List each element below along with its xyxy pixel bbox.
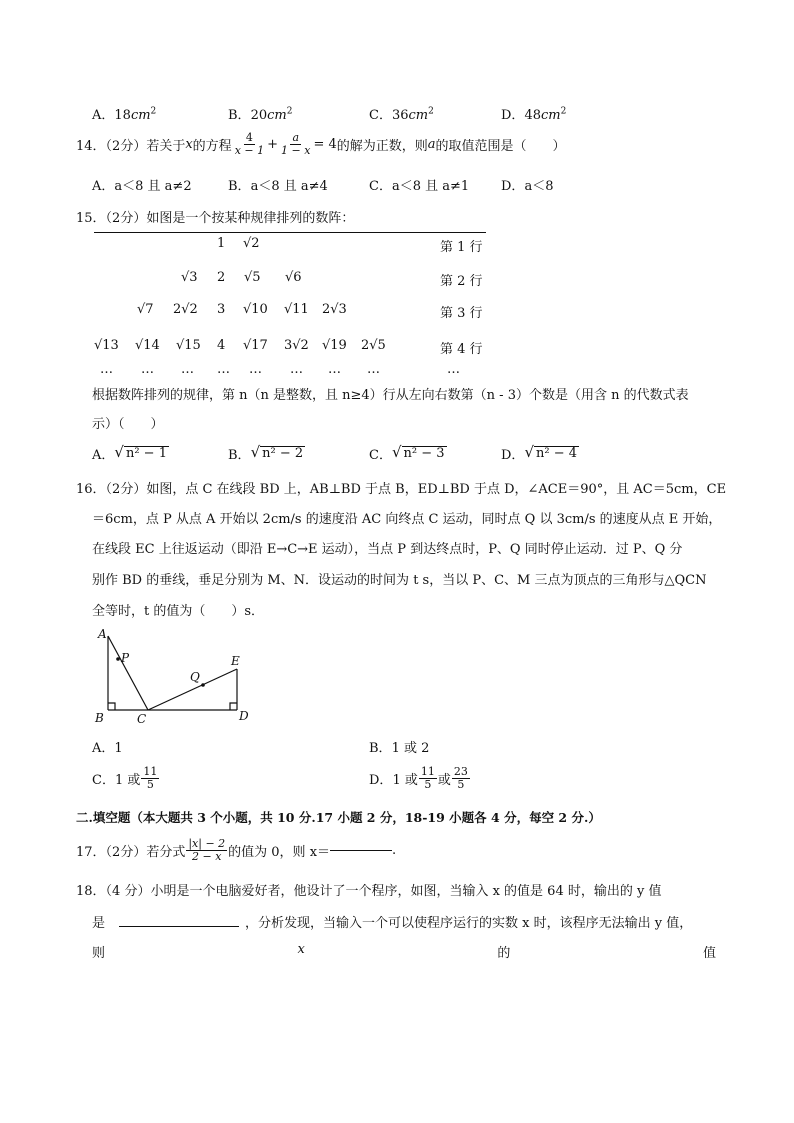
- array-cell: √15: [176, 338, 201, 353]
- right-angle-b-icon: [108, 703, 115, 710]
- array-cell: 3√2: [284, 338, 309, 353]
- q15-question-line-1: 根据数阵排列的规律，第 n（n 是整数，且 n≥4）行从左向右数第（n - 3）个数是（用含 n 的代数式表: [92, 388, 689, 403]
- array-cell: √10: [243, 302, 268, 317]
- array-cell: 1: [217, 236, 226, 251]
- array-cell: √14: [135, 338, 160, 353]
- array-dots: …: [367, 362, 380, 377]
- q14-stem: 14．（2分）若关于 x 的方程 $\frac{4}{x - 1}$ + $\frac{a}{1 - x}$ = 4 的解为正数，则 a 的取值范围是（ ）: [76, 131, 566, 157]
- section-2-title: 二.填空题（本大题共 3 个小题，共 10 分.17 小题 2 分，18-19 小题各 4 分，每空 2 分.）: [76, 810, 601, 825]
- array-dots: …: [249, 362, 262, 377]
- array-cell: √13: [94, 338, 119, 353]
- q16-stem-line-2: ＝6cm，点 P 从点 A 开始以 2cm/s 的速度沿 AC 向终点 C 运动，同时点 Q 以 3cm/s 的速度从点 E 开始，: [92, 512, 722, 527]
- array-dots: …: [100, 362, 113, 377]
- q16-stem-line-3: 在线段 EC 上往返运动（即沿 E→C→E 运动），当点 P 到达终点时，P、Q 同时停止运动．过 P、Q 分: [92, 542, 683, 557]
- q13-option-b: B．$20cm^2$: [228, 106, 293, 123]
- q15-option-c: C． √ n² − 3: [369, 443, 445, 463]
- label-b: B: [95, 711, 104, 725]
- array-cell: 4: [217, 338, 226, 353]
- q16-stem-line-1: 16．（2分）如图，点 C 在线段 BD 上，AB⊥BD 于点 B，ED⊥BD 于点 D，∠ACE＝90°，且 AC＝5cm，CE: [76, 482, 727, 497]
- q14-option-d: D．a＜8: [501, 179, 554, 194]
- label-q: Q: [190, 670, 200, 684]
- q15-question-line-2: 示）（ ）: [92, 417, 164, 432]
- row-label: 第 4 行: [440, 342, 483, 357]
- q16-stem-line-5: 全等时，t 的值为（ ）s．: [92, 604, 265, 619]
- q16-option-c: C． 1 或 $\frac{11}{5}$: [92, 765, 158, 791]
- array-cell: 2√3: [322, 302, 347, 317]
- q13-option-d: D．$48cm^2$: [501, 106, 567, 123]
- array-dots: …: [217, 362, 230, 377]
- q18-answer-blank-1[interactable]: [119, 926, 239, 927]
- q15-stem: 15．（2分）如图是一个按某种规律排列的数阵：: [76, 211, 355, 226]
- array-cell: 2: [217, 270, 226, 285]
- array-cell: √19: [322, 338, 347, 353]
- point-q: [201, 683, 205, 687]
- array-cell: √5: [244, 270, 261, 285]
- q18-line-3: 则 x 的 值: [92, 942, 716, 961]
- segment-ac: [108, 636, 148, 710]
- array-dots: …: [141, 362, 154, 377]
- array-cell: 3: [217, 302, 226, 317]
- q14-option-c: C．a＜8 且 a≠1: [369, 179, 470, 194]
- q15-table-rule: [94, 232, 486, 233]
- q14-option-a: A．a＜8 且 a≠2: [92, 179, 192, 194]
- q14-option-b: B．a＜8 且 a≠4: [228, 179, 328, 194]
- array-dots: …: [290, 362, 303, 377]
- q17-fraction: $\frac{|x| - 2}{2 - x}$: [188, 837, 226, 863]
- q16-stem-line-4: 别作 BD 的垂线，垂足分别为 M、N．设运动的时间为 t s，当以 P、C、M 三点为顶点的三角形与△QCN: [92, 573, 707, 588]
- array-cell: √11: [284, 302, 309, 317]
- array-dots: …: [328, 362, 341, 377]
- q17-answer-blank[interactable]: [330, 850, 392, 851]
- row-label: 第 3 行: [440, 306, 483, 321]
- array-cell: 2√2: [173, 302, 198, 317]
- q13-option-a: A．$18cm^2$: [92, 106, 157, 123]
- q15-option-a: A． √ n² − 1: [92, 443, 167, 463]
- point-p: [116, 657, 120, 661]
- q16-geometry-figure: [90, 626, 260, 726]
- array-dots: …: [181, 362, 194, 377]
- label-d: D: [239, 709, 249, 723]
- q16-option-d: D． 1 或 $\frac{11}{5}$ 或 $\frac{23}{5}$: [369, 765, 468, 791]
- q16-option-b: B．1 或 2: [369, 741, 430, 756]
- row-label: 第 2 行: [440, 274, 483, 289]
- array-dots: …: [447, 362, 460, 377]
- array-cell: √7: [137, 302, 154, 317]
- q16-option-a: A．1: [92, 741, 123, 756]
- q18-line-1: 18．（4 分）小明是一个电脑爱好者，他设计了一个程序，如图，当输入 x 的值是 64 时，输出的 y 值: [76, 884, 662, 899]
- array-cell: √3: [181, 270, 198, 285]
- q14-fraction-2: $\frac{a}{1 - x}$: [281, 131, 311, 157]
- row-label: 第 1 行: [440, 240, 483, 255]
- label-p: P: [121, 651, 130, 665]
- right-angle-d-icon: [230, 703, 237, 710]
- q15-option-d: D． √ n² − 4: [501, 443, 578, 463]
- q18-line-2: 是 ，分析发现，当输入一个可以使程序运行的实数 x 时，该程序无法输出 y 值，: [92, 916, 693, 931]
- q15-option-b: B． √ n² − 2: [228, 443, 304, 463]
- label-e: E: [231, 654, 240, 668]
- q14-fraction-1: $\frac{4}{x - 1}$: [234, 131, 265, 157]
- array-cell: √6: [285, 270, 302, 285]
- q17-stem: 17．（2分）若分式 $\frac{|x| - 2}{2 - x}$ 的值为 0，则 x＝ .: [76, 837, 397, 863]
- array-cell: √2: [243, 236, 260, 251]
- array-cell: √17: [243, 338, 268, 353]
- array-cell: 2√5: [361, 338, 386, 353]
- q13-option-c: C．$36cm^2$: [369, 106, 434, 123]
- label-a: A: [98, 627, 107, 641]
- label-c: C: [137, 712, 147, 726]
